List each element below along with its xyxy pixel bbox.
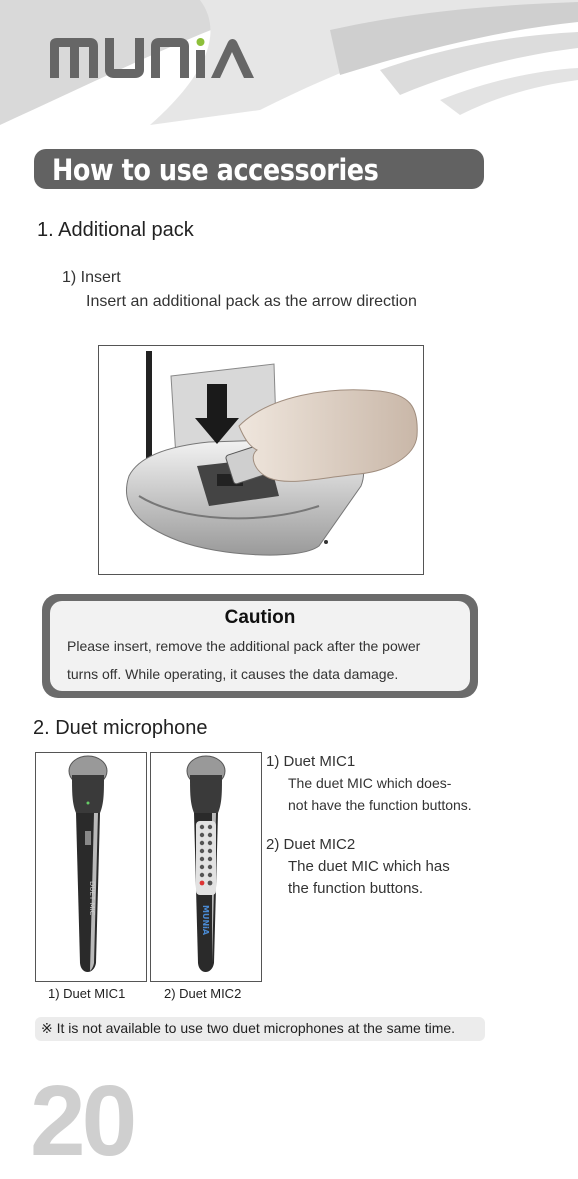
mic2-label: 2) Duet MIC2	[266, 836, 356, 853]
mic2-desc-line-2: the function buttons.	[288, 880, 424, 897]
additional-pack-heading: 1. Additional pack	[37, 219, 194, 241]
note-box	[35, 1017, 485, 1041]
section-title: How to use accessories	[52, 153, 379, 187]
mic1-caption: 1) Duet MIC1	[48, 986, 126, 1001]
duet-mic2-icon	[151, 753, 261, 981]
caution-line-1: Please insert, remove the additional pack after the power	[67, 638, 421, 654]
section-title-banner	[34, 149, 484, 189]
mic1-desc-line-2: not have the function buttons.	[288, 797, 472, 813]
caution-line-2: turns off. While operating, it causes the data damage.	[67, 666, 399, 682]
duet-mic1-icon	[36, 753, 146, 981]
caution-panel	[50, 601, 470, 691]
mic2-body-label: MUNiA	[201, 905, 210, 936]
page-number: 20	[30, 1065, 134, 1177]
note-text: ※ It is not available to use two duet microphones at the same time.	[41, 1020, 456, 1036]
duet-mic1-photo	[35, 752, 147, 982]
caution-box	[42, 594, 478, 698]
insert-step-text: Insert an additional pack as the arrow direction	[86, 293, 417, 310]
mic1-body-label: DUET MIC	[88, 881, 96, 916]
mic1-label: 1) Duet MIC1	[266, 753, 356, 770]
insert-step-label: 1) Insert	[62, 269, 121, 286]
device-insert-pack-photo	[99, 346, 423, 574]
insert-pack-photo	[98, 345, 424, 575]
mic2-desc-line-1: The duet MIC which has	[288, 858, 450, 875]
caution-title: Caution	[224, 607, 296, 628]
mic2-caption: 2) Duet MIC2	[164, 986, 242, 1001]
duet-microphone-heading: 2. Duet microphone	[33, 717, 208, 739]
duet-mic2-photo	[150, 752, 262, 982]
munia-logo	[50, 38, 260, 80]
mic1-desc-line-1: The duet MIC which does-	[288, 775, 452, 791]
